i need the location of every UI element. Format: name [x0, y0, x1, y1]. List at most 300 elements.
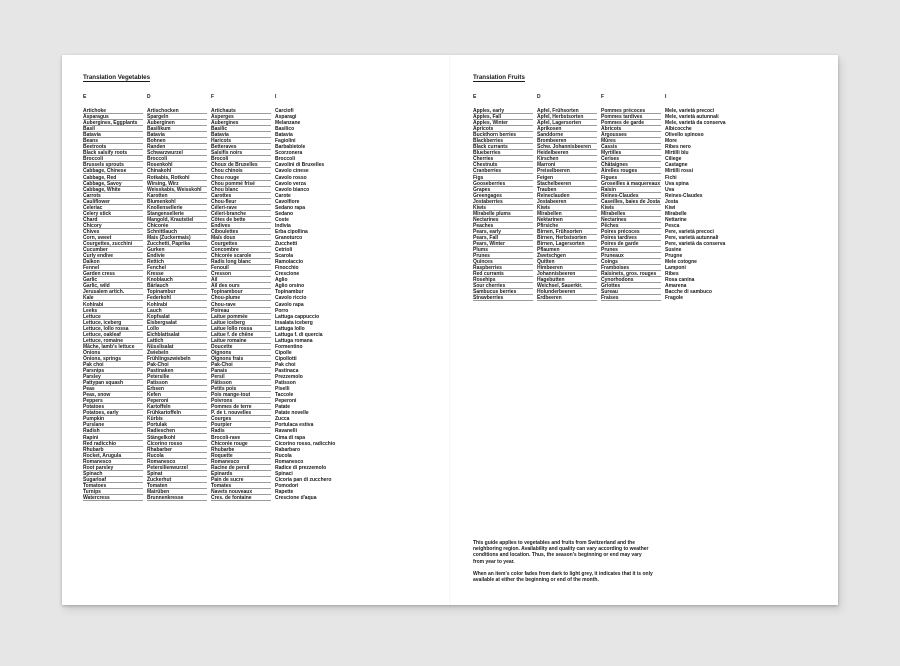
english-cell: Purslane — [83, 422, 143, 428]
german-cell: Patisson — [147, 380, 207, 386]
header-italian: I — [665, 94, 667, 100]
german-cell: Lollo — [147, 326, 207, 332]
german-cell: Petersilienwurzel — [147, 465, 207, 471]
english-cell: Garlic — [83, 277, 143, 283]
german-cell: Randen — [147, 144, 207, 150]
english-cell: Kohlrabi — [83, 302, 143, 308]
italian-cell: Rosa canina — [665, 277, 695, 284]
german-cell: Bohnen — [147, 138, 207, 144]
english-cell: Potatoes, early — [83, 410, 143, 416]
italian-cell: Pak choi — [275, 361, 296, 368]
french-cell: Prunes — [601, 247, 661, 253]
italian-cell: Mirtilli blu — [665, 150, 689, 157]
german-cell: Rucola — [147, 453, 207, 459]
italian-cell: Melanzane — [275, 120, 301, 127]
italian-cell: Cavolo bianco — [275, 186, 310, 193]
english-cell: Chicory — [83, 223, 143, 229]
english-cell: Pumpkin — [83, 416, 143, 422]
italian-cell: Cavolo cinese — [275, 168, 309, 175]
french-cell: Salsifis noirs — [211, 150, 271, 156]
french-cell: Poires de garde — [601, 241, 661, 247]
english-cell: Lettuce, lollo rossa — [83, 326, 143, 332]
french-cell: Argousses — [601, 132, 661, 138]
german-cell: Batavia — [147, 132, 207, 138]
italian-cell: Crescione d'aqua — [275, 495, 317, 501]
italian-cell: Mele cotogne — [665, 259, 697, 266]
french-cell: Chou chinois — [211, 168, 271, 174]
english-cell: Rhubarb — [83, 447, 143, 453]
english-cell: Watercress — [83, 495, 143, 501]
french-cell: Ail — [211, 277, 271, 283]
italian-cell: Piselli — [275, 386, 290, 393]
french-cell: Pommes de terre — [211, 404, 271, 410]
german-cell: Bärlauch — [147, 283, 207, 289]
english-cell: Pears, Winter — [473, 241, 533, 247]
french-cell: Cerises — [601, 156, 661, 162]
italian-cell: Rapette — [275, 488, 294, 495]
english-cell: Sour cherries — [473, 283, 533, 289]
color-fade-note: When an item's color fades from dark to light grey, it indicates that it is only available at either the beginning or end of the month. — [473, 571, 653, 584]
italian-cell: Castagne — [665, 162, 688, 169]
german-cell: Birnen, Lagersorten — [537, 241, 597, 247]
french-cell: Panais — [211, 368, 271, 374]
italian-cell: Crescione — [275, 271, 300, 278]
english-cell: Cranberries — [473, 168, 533, 174]
german-cell: Äpfel, Herbstsorten — [537, 114, 597, 120]
italian-cell: Susine — [665, 247, 682, 254]
italian-cell: Pesca — [665, 222, 680, 229]
english-cell: Tomatoes — [83, 483, 143, 489]
english-cell: Rosehips — [473, 277, 533, 283]
vegetables-title: Translation Vegetables — [83, 74, 151, 81]
italian-cell: Rucola — [275, 452, 292, 459]
french-cell: Chou rouge — [211, 175, 271, 181]
italian-cell: Romanesco — [275, 458, 304, 465]
page-gutter — [449, 55, 451, 605]
english-cell: Strawberries — [473, 295, 533, 301]
french-cell: Haricots — [211, 138, 271, 144]
italian-cell: Zucchetti — [275, 241, 298, 248]
italian-cell: Lattuga f. di quercia — [275, 331, 323, 338]
german-cell: Eichblattsalat — [147, 332, 207, 338]
french-cell: Laitue pommée — [211, 314, 271, 320]
italian-cell: Cavolo verza — [275, 180, 306, 187]
french-cell: Châtaignes — [601, 162, 661, 168]
french-cell: Petits pois — [211, 386, 271, 392]
italian-cell: Carote — [275, 192, 291, 199]
french-cell: Maïs doux — [211, 235, 271, 241]
french-cell: Myrtilles — [601, 150, 661, 156]
french-cell: Pak-Choi — [211, 362, 271, 368]
english-cell: Aubergines, Eggplants — [83, 120, 143, 126]
italian-cell: Cavolini di Bruxelles — [275, 162, 325, 169]
english-cell: Turnips — [83, 489, 143, 495]
german-cell: Frühkartoffeln — [147, 410, 207, 416]
english-cell: Fennel — [83, 265, 143, 271]
italian-cell: Aglio orsino — [275, 283, 305, 290]
english-cell: Mâche, lamb's lettuce — [83, 344, 143, 350]
german-cell: Radieschen — [147, 428, 207, 434]
fruits-title: Translation Fruits — [473, 74, 525, 81]
french-cell: Laitue romaine — [211, 338, 271, 344]
french-cell: Romanesco — [211, 459, 271, 465]
german-cell: Mangold, Krautstiel — [147, 217, 207, 223]
french-cell: Persil — [211, 374, 271, 380]
italian-cell: Lattuga cappuccio — [275, 313, 320, 320]
english-cell: Chard — [83, 217, 143, 223]
german-cell: Preiselbeeren — [537, 168, 597, 174]
german-cell: Mais (Zuckermais) — [147, 235, 207, 241]
italian-cell: Fragole — [665, 295, 684, 302]
header-german: D — [147, 94, 151, 100]
italian-cell: Mirtilli rossi — [665, 168, 694, 175]
english-cell: Pears, Fall — [473, 235, 533, 241]
english-cell: Grapes — [473, 187, 533, 193]
italian-cell: Broccoli — [275, 156, 296, 163]
german-cell: Rettich — [147, 259, 207, 265]
english-cell: Blueberries — [473, 150, 533, 156]
french-cell: Pommes précoces — [601, 108, 661, 114]
english-cell: Daikon — [83, 259, 143, 265]
french-cell: Pain de sucre — [211, 477, 271, 483]
english-cell: Cabbage, Savoy — [83, 181, 143, 187]
english-cell: Artichoke — [83, 108, 143, 114]
english-cell: Chives — [83, 229, 143, 235]
french-cell: Pourpier — [211, 422, 271, 428]
german-cell: Fenchel — [147, 265, 207, 271]
header-english: E — [473, 94, 477, 100]
english-cell: Leeks — [83, 308, 143, 314]
german-cell: Kürbis — [147, 416, 207, 422]
german-cell: Spinat — [147, 471, 207, 477]
german-cell: Kiwis — [537, 205, 597, 211]
german-cell: Lattich — [147, 338, 207, 344]
english-cell: Lettuce — [83, 314, 143, 320]
german-cell: Kohlrabi — [147, 302, 207, 308]
italian-cell: Formentino — [275, 343, 303, 350]
german-cell: Pak-Choi — [147, 362, 207, 368]
french-cell: Chou blanc — [211, 187, 271, 193]
german-cell: Knollensellerie — [147, 205, 207, 211]
english-cell: Greengages — [473, 193, 533, 199]
german-cell: Karotten — [147, 193, 207, 199]
german-cell: Chinakohl — [147, 168, 207, 174]
french-cell: Fenouil — [211, 265, 271, 271]
french-cell: Tomates — [211, 483, 271, 489]
english-cell: Carrots — [83, 193, 143, 199]
english-cell: Cabbage, White — [83, 187, 143, 193]
italian-cell: Zucca — [275, 416, 290, 423]
french-cell: P. de t. nouvelles — [211, 410, 271, 416]
italian-cell: Granoturco — [275, 234, 303, 241]
italian-cell: Patate novelle — [275, 410, 309, 417]
french-cell: Raisin — [601, 187, 661, 193]
german-cell: Rosenkohl — [147, 162, 207, 168]
italian-cell: Cavolo rosso — [275, 174, 307, 181]
italian-cell: Ravanelli — [275, 428, 297, 435]
english-cell: Nectarines — [473, 217, 533, 223]
italian-cell: Olivello spinoso — [665, 132, 704, 139]
french-cell: Chou-fleur — [211, 199, 271, 205]
english-cell: Brussels sprouts — [83, 162, 143, 168]
french-cell: Pois mange-tout — [211, 392, 271, 398]
english-cell: Gooseberries — [473, 181, 533, 187]
italian-cell: Taccole — [275, 392, 294, 399]
french-cell: Pommes de garde — [601, 120, 661, 126]
french-cell: Endives — [211, 223, 271, 229]
english-cell: Romanesco — [83, 459, 143, 465]
english-cell: Rapini — [83, 435, 143, 441]
german-cell: Erbsen — [147, 386, 207, 392]
italian-cell: Cavolo riccio — [275, 295, 307, 302]
english-cell: Parsnips — [83, 368, 143, 374]
german-cell: Eisbergsalat — [147, 320, 207, 326]
italian-cell: Patisson — [275, 380, 296, 387]
english-cell: Cucumber — [83, 247, 143, 253]
english-cell: Pattypan squash — [83, 380, 143, 386]
french-cell: Pâtisson — [211, 380, 271, 386]
english-cell: Sugarloaf — [83, 477, 143, 483]
italian-cell: Cipollotti — [275, 355, 297, 362]
french-cell: Figues — [601, 175, 661, 181]
french-cell: Topinambour — [211, 289, 271, 295]
italian-cell: Aglio — [275, 277, 288, 284]
italian-cell: Albicocche — [665, 126, 692, 133]
german-cell: Peperoni — [147, 398, 207, 404]
german-cell: Blumenkohl — [147, 199, 207, 205]
german-cell: Reineclauden — [537, 193, 597, 199]
english-cell: Sambucus berries — [473, 289, 533, 295]
french-cell: Pruneaux — [601, 253, 661, 259]
french-cell: Radis long blanc — [211, 259, 271, 265]
french-cell: Ciboulettes — [211, 229, 271, 235]
french-cell: Groseilles à maquereaux — [601, 180, 661, 187]
german-cell: Schw. Johannisbeeren — [537, 144, 597, 150]
german-cell: Pflaumen — [537, 247, 597, 253]
german-cell: Portulak — [147, 422, 207, 428]
english-cell: Batavia — [83, 132, 143, 138]
italian-cell: Kiwi — [665, 204, 676, 211]
english-cell: Apples, Fall — [473, 114, 533, 120]
german-cell: Weisskabis, Weisskohl — [147, 187, 207, 193]
french-cell: Reines-Claudes — [601, 193, 661, 199]
english-cell: Beetroots — [83, 144, 143, 150]
german-cell: Zwetschgen — [537, 253, 597, 259]
italian-cell: Rabarbaro — [275, 446, 301, 453]
italian-cell: Coste — [275, 216, 289, 223]
french-cell: Navets nouveaux — [211, 489, 271, 495]
italian-cell: Radice di prezzemolo — [275, 464, 327, 471]
english-cell: Curly endive — [83, 253, 143, 259]
german-cell: Spargeln — [147, 114, 207, 120]
french-cell: Oignons — [211, 350, 271, 356]
english-cell: Peas, snow — [83, 392, 143, 398]
english-cell: Cauliflower — [83, 199, 143, 205]
french-cell: Chicorée rouge — [211, 441, 271, 447]
italian-cell: Basilico — [275, 126, 295, 133]
english-cell: Plums — [473, 247, 533, 253]
english-cell: Kale — [83, 295, 143, 301]
french-cell: Choux de Bruxelles — [211, 162, 271, 168]
german-cell: Marroni — [537, 162, 597, 168]
italian-cell: Prugne — [665, 253, 683, 260]
italian-cell: Spinaci — [275, 470, 293, 477]
german-cell: Birnen, Frühsorten — [537, 229, 597, 235]
english-cell: Jostaberries — [473, 199, 533, 205]
italian-cell: Pere, varietà da conserva — [665, 241, 726, 248]
french-cell: Fraises — [601, 295, 661, 301]
french-cell: Céleri-rave — [211, 205, 271, 211]
german-cell: Gurken — [147, 247, 207, 253]
english-cell: Radish — [83, 428, 143, 434]
italian-cell: Indivia — [275, 222, 291, 229]
french-cell: Courgettes — [211, 241, 271, 247]
italian-cell: Mele, varietà da conserva — [665, 120, 726, 127]
german-cell: Kefen — [147, 392, 207, 398]
italian-cell: Ribes nero — [665, 144, 691, 151]
german-cell: Trauben — [537, 187, 597, 193]
french-cell: Oignons frais — [211, 356, 271, 362]
german-cell: Brunnenkresse — [147, 495, 207, 501]
french-cell: Griottes — [601, 283, 661, 289]
italian-cell: Uva spina — [665, 180, 689, 187]
french-cell: Pommes tardives — [601, 114, 661, 120]
french-cell: Epinards — [211, 471, 271, 477]
italian-cell: Lattuga romana — [275, 337, 313, 344]
french-cell: Abricots — [601, 126, 661, 132]
english-cell: Onions — [83, 350, 143, 356]
german-cell: Kresse — [147, 271, 207, 277]
english-cell: Peas — [83, 386, 143, 392]
french-cell: Caseilles, baies de Josta — [601, 198, 660, 205]
italian-cell: Insalata iceberg — [275, 319, 313, 326]
italian-cell: Peperoni — [275, 398, 297, 405]
german-cell: Stängelkohl — [147, 435, 207, 441]
english-cell: Pears, early — [473, 229, 533, 235]
header-italian: I — [275, 94, 277, 100]
german-cell: Johannisbeeren — [537, 271, 597, 277]
german-cell: Mirabellen — [537, 211, 597, 217]
italian-cell: Nettarine — [665, 216, 687, 223]
english-cell: Jerusalem artich. — [83, 289, 143, 295]
german-cell: Chicorée — [147, 223, 207, 229]
german-cell: Zwiebeln — [147, 350, 207, 356]
english-cell: Figs — [473, 175, 533, 181]
french-cell: Rhubarbe — [211, 447, 271, 453]
german-cell: Cicorino rosso — [147, 441, 207, 447]
italian-cell: Cicorino rosso, radicchio — [275, 440, 336, 447]
german-cell: Brombeeren — [537, 138, 597, 144]
italian-cell: Pastinaca — [275, 368, 299, 375]
german-cell: Stangensellerie — [147, 211, 207, 217]
french-cell: Sureau — [601, 289, 661, 295]
english-cell: Apples, Winter — [473, 120, 533, 126]
italian-cell: Carciofi — [275, 108, 294, 114]
italian-cell: Erba cipollina — [275, 228, 308, 235]
german-cell: Äpfel, Frühsorten — [537, 108, 597, 114]
header-french: F — [211, 94, 215, 100]
german-cell: Rotkabis, Rotkohl — [147, 175, 207, 181]
english-cell: Potatoes — [83, 404, 143, 410]
german-cell: Himbeeren — [537, 265, 597, 271]
french-cell: Brocoli-rave — [211, 435, 271, 441]
french-cell: Ail des ours — [211, 283, 271, 289]
italian-cell: Scorzonera — [275, 150, 303, 157]
english-cell: Red radicchio — [83, 441, 143, 447]
french-cell: Nectarines — [601, 217, 661, 223]
french-cell: Mirabelles — [601, 211, 661, 217]
french-cell: Poivrons — [211, 398, 271, 404]
french-cell: Pêches — [601, 223, 661, 229]
english-cell: Onions, springs — [83, 356, 143, 362]
french-cell: Courges — [211, 416, 271, 422]
english-cell: Black currants — [473, 144, 533, 150]
french-cell: Laitue f. de chêne — [211, 332, 271, 338]
italian-cell: Reines-Claudes — [665, 192, 703, 199]
english-cell: Parsley — [83, 374, 143, 380]
english-cell: Beans — [83, 138, 143, 144]
english-cell: Red currants — [473, 271, 533, 277]
english-cell: Pak choi — [83, 362, 143, 368]
english-cell: Prunes — [473, 253, 533, 259]
french-cell: Racine de persil — [211, 465, 271, 471]
english-cell: Peaches — [473, 223, 533, 229]
french-cell: Asperges — [211, 114, 271, 120]
german-cell: Romanesco — [147, 459, 207, 465]
german-cell: Nektarinen — [537, 217, 597, 223]
english-cell: Root parsley — [83, 465, 143, 471]
english-cell: Blackberries — [473, 138, 533, 144]
english-cell: Lettuce, romaine — [83, 338, 143, 344]
italian-cell: Cicoria pan di zucchero — [275, 476, 332, 483]
italian-cell: Ramolaccio — [275, 259, 304, 266]
german-cell: Jostabeeren — [537, 199, 597, 205]
english-cell: Garden cress — [83, 271, 143, 277]
italian-cell: Fichi — [665, 174, 677, 181]
french-cell: Airelles rouges — [601, 168, 661, 174]
german-cell: Endivie — [147, 253, 207, 259]
french-cell: Mûres — [601, 138, 661, 144]
french-cell: Roquette — [211, 453, 271, 459]
german-cell: Feigen — [537, 175, 597, 181]
french-cell: Côtes de bette — [211, 217, 271, 223]
german-cell: Rhabarber — [147, 447, 207, 453]
german-cell: Kirschen — [537, 156, 597, 162]
french-cell: Chou-rave — [211, 302, 271, 308]
italian-cell: Fagiolini — [275, 138, 296, 145]
french-cell: Betteraves — [211, 144, 271, 150]
german-cell: Knoblauch — [147, 277, 207, 283]
english-cell: Apricots — [473, 126, 533, 132]
french-cell: Batavia — [211, 132, 271, 138]
german-cell: Heidelbeeren — [537, 150, 597, 156]
german-cell: Federkohl — [147, 295, 207, 301]
italian-cell: Cima di rapa — [275, 434, 306, 441]
italian-cell: Bacche di sambuco — [665, 289, 712, 296]
italian-cell: Finocchio — [275, 265, 299, 272]
english-cell: Rocket, Arugula — [83, 453, 143, 459]
italian-cell: Prezzemolo — [275, 374, 303, 381]
english-cell: Apples, early — [473, 108, 533, 114]
french-cell: Brocoli — [211, 156, 271, 162]
english-cell: Cabbage, Chinese — [83, 168, 143, 174]
header-french: F — [601, 94, 605, 100]
italian-cell: Sedano — [275, 210, 294, 217]
german-cell: Auberginen — [147, 120, 207, 126]
german-cell: Kartoffeln — [147, 404, 207, 410]
french-cell: Carottes — [211, 193, 271, 199]
italian-cell: Sedano rapa — [275, 204, 306, 211]
